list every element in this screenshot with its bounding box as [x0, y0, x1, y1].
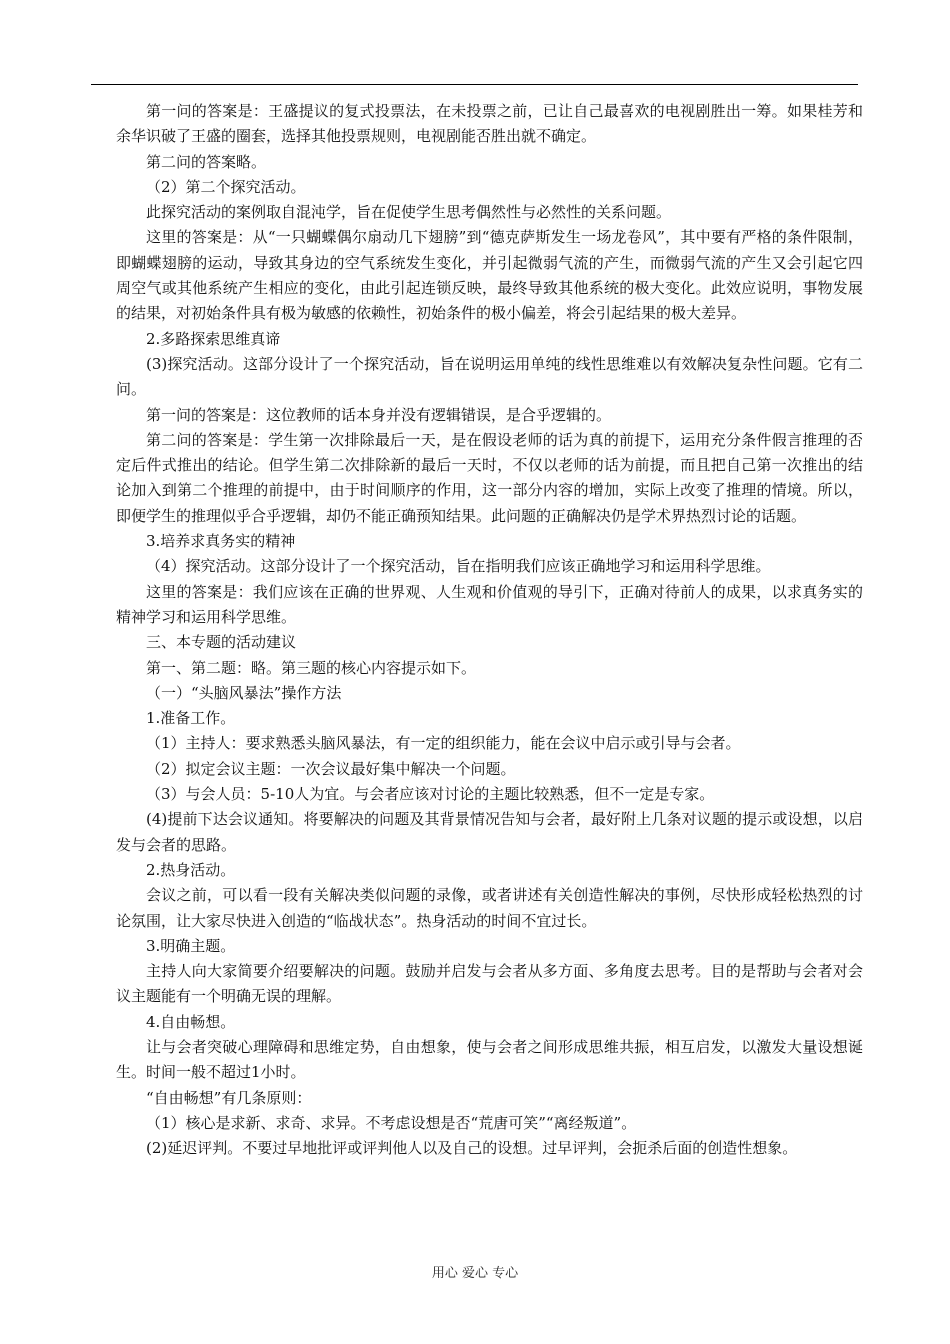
paragraph: 此探究活动的案例取自混沌学，旨在促使学生思考偶然性与必然性的关系问题。 [146, 203, 672, 222]
paragraph: （3）与会人员：5-10人为宜。与会者应该对讨论的主题比较熟悉，但不一定是专家。 [146, 785, 715, 804]
paragraph: 让与会者突破心理障碍和思维定势，自由想象，使与会者之间形成思维共振，相互启发，以激发大量设想诞生。时间一般不超过1小时。 [116, 1037, 863, 1082]
section-heading: 3.培养求真务实的精神 [146, 532, 296, 551]
section-heading: 2.多路探索思维真谛 [146, 329, 281, 348]
paragraph: （2）第二个探究活动。 [146, 177, 306, 196]
paragraph: “自由畅想”有几条原则： [146, 1088, 312, 1107]
paragraph: （1）核心是求新、求奇、求异。不考虑设想是否“荒唐可笑”“离经叛道”。 [146, 1113, 637, 1132]
paragraph: (4)提前下达会议通知。将要解决的问题及其背景情况告知与会者，最好附上几条对议题的提示或设想，以启发与会者的思路。 [116, 810, 863, 854]
paragraph: （2）拟定会议主题：一次会议最好集中解决一个问题。 [146, 759, 516, 778]
paragraph: （一）“头脑风暴法”操作方法 [146, 683, 342, 702]
paragraph: 第一、第二题：略。第三题的核心内容提示如下。 [146, 658, 477, 677]
paragraph: 第二问的答案略。 [146, 152, 267, 171]
paragraph: (2)延迟评判。不要过早地批评或评判他人以及自己的设想。过早评判，会扼杀后面的创造性想象。 [146, 1139, 798, 1158]
header-rule [91, 84, 858, 85]
section-heading: 1.准备工作。 [146, 709, 236, 728]
page-footer: 用心 爱心 专心 [431, 1266, 519, 1281]
section-heading: 4.自由畅想。 [146, 1012, 236, 1031]
section-heading: 3.明确主题。 [146, 936, 236, 955]
paragraph: (3)探究活动。这部分设计了一个探究活动，旨在说明运用单纯的线性思维难以有效解决复杂性问题。它有二问。 [116, 354, 863, 399]
paragraph: （1）主持人：要求熟悉头脑风暴法，有一定的组织能力，能在会议中启示或引导与会者。 [146, 734, 741, 753]
section-heading: 三、本专题的活动建议 [146, 633, 297, 652]
paragraph: 会议之前，可以看一段有关解决类似问题的录像，或者讲述有关创造性解决的事例，尽快形成轻松热烈的讨论氛围，让大家尽快进入创造的“临战状态”。热身活动的时间不宜过长。 [116, 886, 863, 930]
paragraph: （4）探究活动。这部分设计了一个探究活动，旨在指明我们应该正确地学习和运用科学思维。 [146, 557, 771, 576]
section-heading: 2.热身活动。 [146, 860, 236, 879]
paragraph: 这里的答案是：我们应该在正确的世界观、人生观和价值观的导引下，正确对待前人的成果，以求真务实的精神学习和运用科学思维。 [116, 582, 863, 626]
paragraph: 第一问的答案是：这位教师的话本身并没有逻辑错误，是合乎逻辑的。 [146, 405, 612, 424]
paragraph: 第二问的答案是：学生第一次排除最后一天，是在假设老师的话为真的前提下，运用充分条件假言推理的否定后件式推出的结论。但学生第二次排除新的最后一天时，不仅以老师的话为前提，而且把自己第一次推出的结论加入到第二个推理的前提中，由于时间顺序的作用，这一部分内容的增加，实际上改变了推理的情境。所以，即便学生的推理似乎合乎逻辑，却仍不能正确预知结果。此问题的正确解决仍是学术界热烈讨论的话题。 [116, 430, 863, 525]
paragraph: 这里的答案是：从“一只蝴蝶偶尔扇动几下翅膀”到“德克萨斯发生一场龙卷风”，其中要有严格的条件限制，即蝴蝶翅膀的运动，导致其身边的空气系统发生变化，并引起微弱气流的产生，而微弱气流的产生又会引起它四周空气或其他系统产生相应的变化，由此引起连锁反映，最终导致其他系统的极大变化。此效应说明，事物发展的结果，对初始条件具有极为敏感的依赖性，初始条件的极小偏差，将会引起结果的极大差异。 [116, 228, 863, 323]
paragraph: 主持人向大家简要介绍要解决的问题。鼓励并启发与会者从多方面、多角度去思考。目的是帮助与会者对会议主题能有一个明确无误的理解。 [116, 962, 863, 1006]
body-text [116, 99, 863, 1161]
paragraph: 第一问的答案是：王盛提议的复式投票法，在未投票之前，已让自己最喜欢的电视剧胜出一筹。如果桂芳和余华识破了王盛的圈套，选择其他投票规则，电视剧能否胜出就不确定。 [116, 102, 863, 146]
